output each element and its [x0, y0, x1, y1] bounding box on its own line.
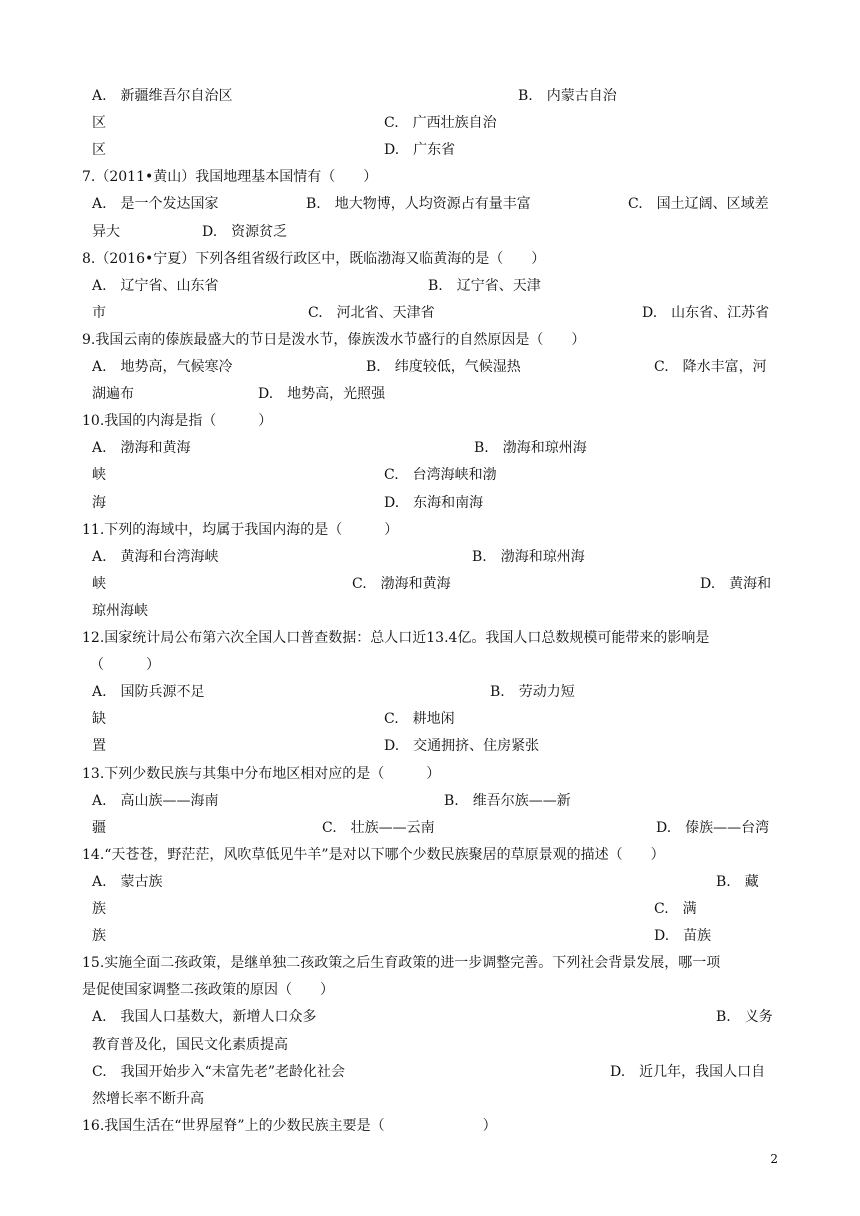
text-line: A. 渤海和黄海 [92, 440, 191, 456]
text-line: A. 新疆维吾尔自治区 [92, 88, 233, 104]
option-text: D. 近几年，我国人口自 [610, 1064, 766, 1080]
text-line: 8.（2016•宁夏）下列各组省级行政区中，既临渤海又临黄海的是（ ） [82, 251, 546, 267]
option-text: B. 辽宁省、天津 [428, 278, 541, 294]
option-text: C. 壮族——云南 [322, 820, 435, 836]
option-text: C. 广西壮族自治 [384, 115, 497, 131]
text-line: 缺 [92, 711, 106, 727]
option-text: D. 黄海和 [700, 576, 772, 592]
option-text: D. 交通拥挤、住房紧张 [384, 738, 540, 754]
text-line: 10.我国的内海是指（ ） [82, 413, 273, 429]
option-text: C. 耕地闲 [384, 711, 455, 727]
text-line: 13.下列少数民族与其集中分布地区相对应的是（ ） [82, 766, 441, 782]
option-text: B. 内蒙古自治 [518, 88, 617, 104]
text-line: A. 蒙古族 [92, 874, 163, 890]
text-line: C. 我国开始步入“未富先老”老龄化社会 [92, 1064, 345, 1080]
option-text: B. 渤海和琼州海 [474, 440, 587, 456]
text-line: 16.我国生活在“世界屋脊”上的少数民族主要是（ ） [82, 1118, 497, 1134]
text-line: A. 地势高，气候寒冷 [92, 359, 233, 375]
page-number: 2 [770, 1152, 778, 1166]
text-line: A. 高山族——海南 [92, 793, 219, 809]
text-line: 族 [92, 928, 106, 944]
option-text: D. 资源贫乏 [202, 224, 288, 240]
option-text: B. 维吾尔族——新 [444, 793, 571, 809]
text-line: 湖遍布 [92, 386, 134, 402]
text-line: A. 黄海和台湾海峡 [92, 549, 219, 565]
text-line: 15.实施全面二孩政策，是继单独二孩政策之后生育政策的进一步调整完善。下列社会背景发展，哪一项 [82, 955, 721, 971]
option-text: C. 河北省、天津省 [308, 305, 435, 321]
text-line: 区 [92, 115, 106, 131]
option-text: D. 地势高，光照强 [258, 386, 386, 402]
text-line: 疆 [92, 820, 106, 836]
option-text: B. 义务 [716, 1009, 773, 1025]
option-text: D. 傣族——台湾 [656, 820, 770, 836]
text-line: 琼州海峡 [92, 603, 148, 619]
option-text: B. 渤海和琼州海 [472, 549, 585, 565]
text-line: 9.我国云南的傣族最盛大的节日是泼水节，傣族泼水节盛行的自然原因是（ ） [82, 332, 586, 348]
option-text: D. 苗族 [654, 928, 712, 944]
option-text: C. 国土辽阔、区域差 [628, 196, 769, 212]
option-text: D. 山东省、江苏省 [642, 305, 770, 321]
text-line: A. 我国人口基数大，新增人口众多 [92, 1009, 317, 1025]
option-text: D. 东海和南海 [384, 495, 484, 511]
text-line: A. 国防兵源不足 [92, 684, 205, 700]
option-text: D. 广东省 [384, 142, 456, 158]
text-line: 是促使国家调整二孩政策的原因（ ） [82, 982, 334, 998]
text-line: A. 是一个发达国家 [92, 196, 219, 212]
text-line: 区 [92, 142, 106, 158]
text-line: 教育普及化，国民文化素质提高 [92, 1037, 288, 1053]
option-text: B. 藏 [716, 874, 759, 890]
text-line: 14.“天苍苍，野茫茫，风吹草低见牛羊”是对以下哪个少数民族聚居的草原景观的描述（ ） [82, 847, 665, 863]
option-text: B. 劳动力短 [490, 684, 575, 700]
text-line: 11.下列的海域中，均属于我国内海的是（ ） [82, 522, 399, 538]
text-line: A. 辽宁省、山东省 [92, 278, 219, 294]
option-text: C. 渤海和黄海 [352, 576, 451, 592]
option-text: B. 地大物博，人均资源占有量丰富 [306, 196, 531, 212]
text-line: 异大 [92, 224, 120, 240]
option-text: C. 满 [654, 901, 697, 917]
option-text: C. 降水丰富，河 [654, 359, 767, 375]
text-line: 市 [92, 305, 106, 321]
text-line: 族 [92, 901, 106, 917]
option-text: C. 台湾海峡和渤 [384, 467, 497, 483]
text-line: 海 [92, 495, 106, 511]
text-line: 峡 [92, 467, 106, 483]
option-text: B. 纬度较低，气候湿热 [366, 359, 521, 375]
text-line: 12.国家统计局公布第六次全国人口普查数据：总人口近13.4亿。我国人口总数规模可能带来的影响是 [82, 630, 710, 646]
text-line: （ ） [90, 657, 160, 673]
text-line: 峡 [92, 576, 106, 592]
text-line: 7.（2011•黄山）我国地理基本国情有（ ） [82, 169, 378, 185]
text-line: 然增长率不断升高 [92, 1091, 204, 1107]
text-line: 置 [92, 738, 106, 754]
